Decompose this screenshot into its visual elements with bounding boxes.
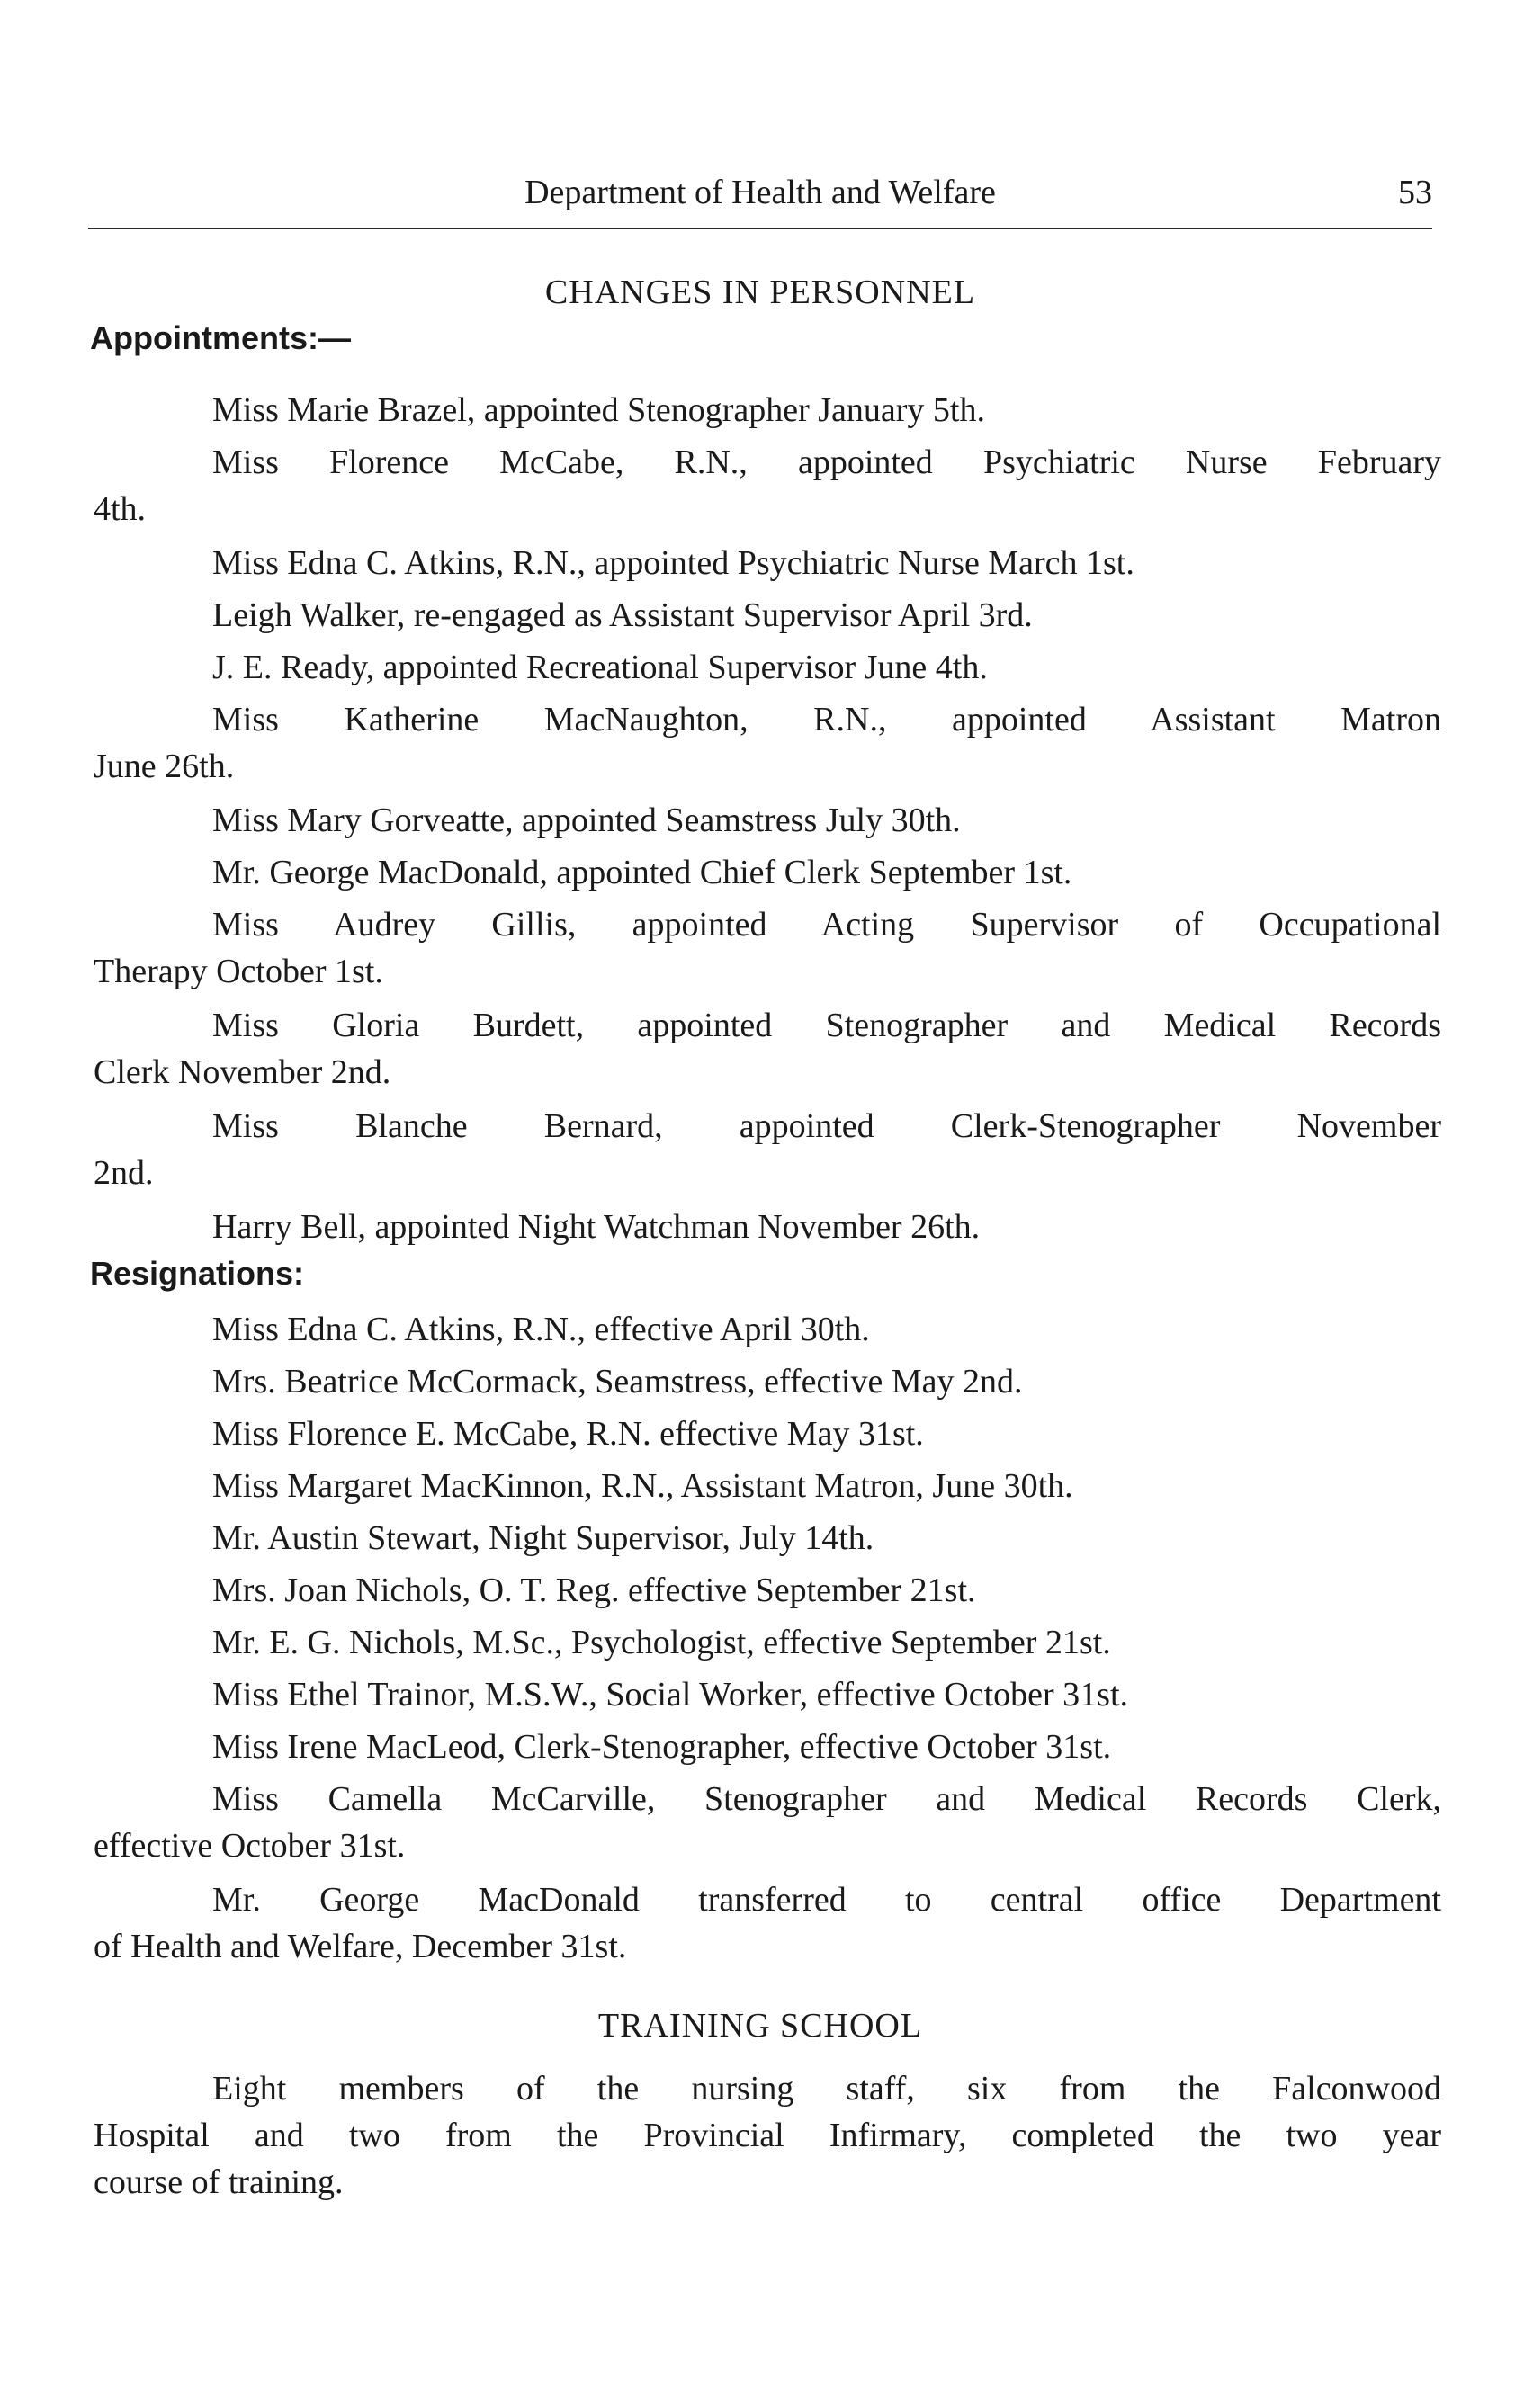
resignation-entry <box>94 1410 1441 1457</box>
page-number: 53 <box>1398 174 1432 211</box>
appointments-heading: Appointments:— <box>90 319 351 356</box>
entry-line: Miss Edna C. Atkins, R.N., effective April 30th. <box>212 1311 870 1348</box>
entry-line: Mr. E. G. Nichols, M.Sc., Psychologist, effective September 21st. <box>212 1624 1111 1661</box>
training-paragraph <box>94 2065 1441 2206</box>
appointment-entry <box>94 540 1441 586</box>
entry-line: Miss Edna C. Atkins, R.N., appointed Psychiatric Nurse March 1st. <box>212 544 1134 582</box>
entry-line: of Health and Welfare, December 31st. <box>94 1928 627 1965</box>
entry-line: Leigh Walker, re-engaged as Assistant Supervisor April 3rd. <box>212 596 1033 634</box>
resignation-entry <box>94 1358 1441 1405</box>
entry-line: Mr. George MacDonald, appointed Chief Clerk September 1st. <box>212 854 1072 891</box>
entry-line: Mrs. Joan Nichols, O. T. Reg. effective September 21st. <box>212 1571 976 1609</box>
resignation-entry <box>94 1876 1441 1970</box>
entry-line: Miss Mary Gorveatte, appointed Seamstress July 30th. <box>212 801 961 839</box>
entry-line: Miss Gloria Burdett, appointed Stenographer and Medical Records <box>212 1007 1441 1044</box>
entry-line: 4th. <box>94 490 147 528</box>
resignation-entry <box>94 1567 1441 1614</box>
resignation-entry <box>94 1515 1441 1562</box>
entry-line: Clerk November 2nd. <box>94 1053 391 1091</box>
resignation-entry <box>94 1619 1441 1666</box>
paragraph-line: Eight members of the nursing staff, six from the Falconwood <box>212 2070 1441 2108</box>
entry-line: Miss Camella McCarville, Stenographer and Medical Records Clerk, <box>212 1780 1441 1818</box>
entry-line: Miss Florence E. McCabe, R.N. effective May 31st. <box>212 1415 924 1453</box>
appointment-entry <box>94 439 1441 533</box>
entry-line: Miss Blanche Bernard, appointed Clerk-Stenographer November <box>212 1107 1441 1145</box>
entry-line: Harry Bell, appointed Night Watchman November 26th. <box>212 1208 981 1246</box>
entry-line: Mr. Austin Stewart, Night Supervisor, July 14th. <box>212 1519 874 1557</box>
appointment-entry <box>94 592 1441 639</box>
entry-line: Miss Ethel Trainor, M.S.W., Social Worker, effective October 31st. <box>212 1676 1129 1714</box>
resignation-entry <box>94 1723 1441 1770</box>
paragraph-line: course of training. <box>94 2163 344 2201</box>
paragraph-line: Hospital and two from the Provincial Infirmary, completed the two year <box>94 2117 1441 2154</box>
entry-line: Miss Margaret MacKinnon, R.N., Assistant Matron, June 30th. <box>212 1467 1073 1505</box>
appointment-entry <box>94 1204 1441 1250</box>
resignations-heading: Resignations: <box>90 1255 305 1292</box>
appointment-entry <box>94 1103 1441 1196</box>
entry-line: Mr. George MacDonald transferred to central office Department <box>212 1881 1441 1919</box>
running-title: Department of Health and Welfare <box>524 174 996 211</box>
entry-line: Miss Irene MacLeod, Clerk-Stenographer, effective October 31st. <box>212 1728 1112 1766</box>
entry-line: Mrs. Beatrice McCormack, Seamstress, effective May 2nd. <box>212 1363 1023 1401</box>
appointment-entry <box>94 387 1441 434</box>
appointment-entry <box>94 901 1441 995</box>
entry-line: June 26th. <box>94 747 235 785</box>
section-title-personnel: CHANGES IN PERSONNEL <box>544 273 976 311</box>
appointment-entry <box>94 696 1441 790</box>
appointment-entry <box>94 797 1441 844</box>
appointment-entry <box>94 1002 1441 1096</box>
entry-line: J. E. Ready, appointed Recreational Supervisor June 4th. <box>212 649 988 686</box>
resignation-entry <box>94 1671 1441 1718</box>
entry-line: effective October 31st. <box>94 1827 406 1865</box>
entry-line: Miss Florence McCabe, R.N., appointed Psychiatric Nurse February <box>212 443 1441 481</box>
running-header <box>88 173 1432 218</box>
entry-line: 2nd. <box>94 1154 154 1192</box>
entry-line: Miss Audrey Gillis, appointed Acting Supervisor of Occupational <box>212 906 1441 944</box>
resignation-entry <box>94 1306 1441 1353</box>
resignation-entry <box>94 1463 1441 1509</box>
entry-line: Therapy October 1st. <box>94 953 383 990</box>
appointment-entry <box>94 849 1441 896</box>
resignation-entry <box>94 1776 1441 1869</box>
entry-line: Miss Katherine MacNaughton, R.N., appointed Assistant Matron <box>212 701 1441 739</box>
section-title-training: TRAINING SCHOOL <box>597 2007 923 2045</box>
appointment-entry <box>94 644 1441 691</box>
header-rule <box>88 228 1432 229</box>
entry-line: Miss Marie Brazel, appointed Stenographer January 5th. <box>212 391 985 429</box>
